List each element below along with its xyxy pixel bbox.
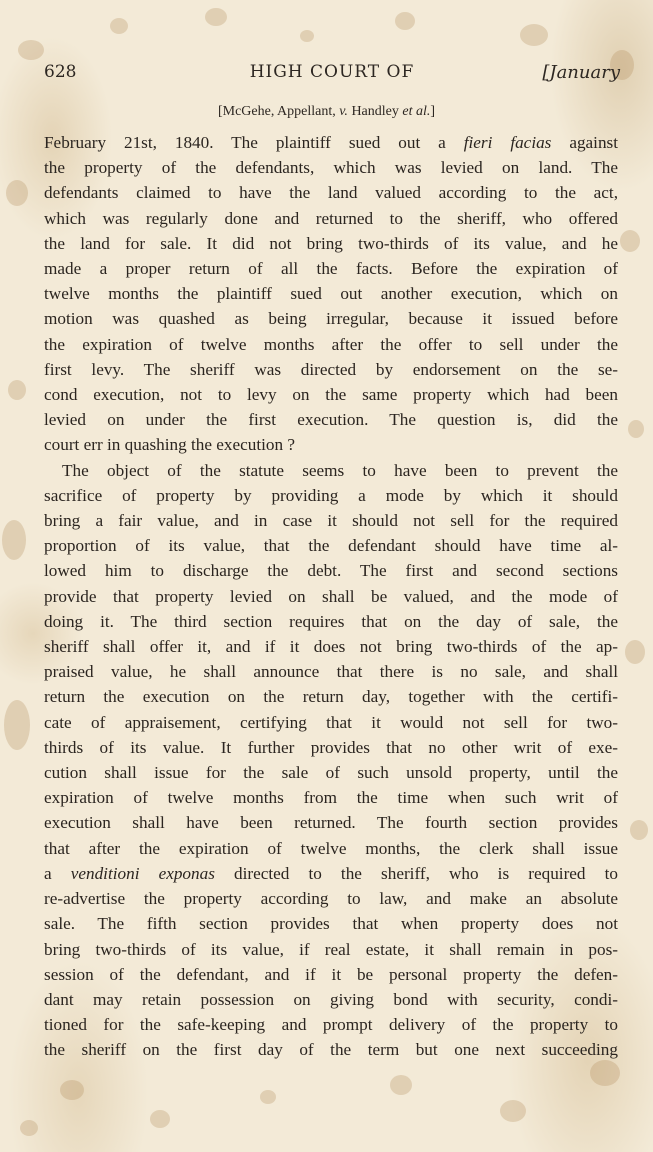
- text-line: cond execution, not to levy on the same property which had been: [44, 385, 618, 405]
- text-line: levied on under the first execution. The question is, did the: [44, 410, 618, 430]
- text-line: The object of the statute seems to have been to prevent the: [62, 460, 618, 480]
- text-line: cution shall issue for the sale of such unsold property, until the: [44, 763, 618, 783]
- page-header: [44, 62, 620, 90]
- text-line: expiration of twelve months from the time when such writ of: [44, 788, 618, 808]
- text-line: court err in quashing the execution ?: [44, 435, 296, 455]
- text-line: sacrifice of property by providing a mode by which it should: [44, 485, 618, 505]
- caption-et-al: et al.: [402, 104, 431, 119]
- caption-versus: v.: [339, 104, 348, 119]
- text-line: sheriff shall offer it, and if it does not bring two-thirds of the ap-: [44, 637, 618, 657]
- text-line: bring a fair value, and in case it should not sell for the required: [44, 511, 618, 531]
- text-segment: a: [44, 863, 71, 883]
- text-line: lowed him to discharge the debt. The first and second sections: [44, 561, 618, 581]
- running-head: HIGH COURT OF: [249, 62, 415, 82]
- caption-open: [McGehe, Appellant,: [217, 104, 340, 119]
- text-line: twelve months the plaintiff sued out another execution, which on: [44, 284, 618, 304]
- text-line: re-advertise the property according to law, and make an absolute: [44, 889, 618, 909]
- paragraph-2: [44, 458, 618, 1063]
- text-line: tioned for the safe-keeping and prompt delivery of the property to: [44, 1015, 618, 1035]
- text-line: doing it. The third section requires that on the day of sale, the: [44, 611, 618, 631]
- running-head-month: [January: [542, 62, 620, 83]
- text-line: bring two-thirds of its value, if real estate, it shall remain in pos-: [44, 939, 618, 959]
- text-line: execution shall have been returned. The fourth section provides: [44, 813, 618, 833]
- text-line: motion was quashed as being irregular, because it issued before: [44, 309, 618, 329]
- text-line: [44, 130, 618, 155]
- text-line: [44, 861, 618, 886]
- text-line: return the execution on the return day, together with the certifi-: [44, 687, 618, 707]
- text-line: thirds of its value. It further provides that no other writ of exe-: [44, 737, 618, 757]
- text-line: session of the defendant, and if it be personal property the defen-: [44, 964, 618, 984]
- text-line: proportion of its value, that the defendant should have time al-: [44, 536, 618, 556]
- text-line: sale. The fifth section provides that when property does not: [44, 914, 618, 934]
- text-line: made a proper return of all the facts. Before the expiration of: [44, 259, 618, 279]
- text-segment: directed to the sheriff, who is required to: [214, 863, 618, 883]
- opinion-text: [44, 130, 618, 1063]
- text-line: provide that property levied on shall be valued, and the mode of: [44, 586, 618, 606]
- paragraph-1: [44, 130, 618, 458]
- italic-term: venditioni exponas: [70, 863, 215, 883]
- page-number: 628: [44, 62, 77, 82]
- text-line: first levy. The sheriff was directed by endorsement on the se-: [44, 359, 618, 379]
- text-line: the property of the defendants, which was levied on land. The: [44, 158, 618, 178]
- caption-close: ]: [430, 104, 436, 119]
- text-line: dant may retain possession on giving bond with security, condi-: [44, 989, 618, 1009]
- case-caption: [0, 104, 653, 120]
- text-line: that after the expiration of twelve months, the clerk shall issue: [44, 838, 618, 858]
- text-line: the sheriff on the first day of the term but one next succeeding: [44, 1040, 618, 1060]
- text-segment: against: [551, 133, 618, 152]
- text-line: cate of appraisement, certifying that it would not sell for two-: [44, 712, 618, 732]
- text-line: the expiration of twelve months after the offer to sell under the: [44, 334, 618, 354]
- text-line: which was regularly done and returned to the sheriff, who offered: [44, 208, 618, 228]
- caption-party: Handley: [347, 104, 403, 119]
- italic-term: fieri facias: [463, 133, 552, 152]
- text-line: the land for sale. It did not bring two-thirds of its value, and he: [44, 233, 618, 253]
- text-segment: February 21st, 1840. The plaintiff sued out a: [44, 133, 464, 152]
- text-line: defendants claimed to have the land valued according to the act,: [44, 183, 618, 203]
- text-line: praised value, he shall announce that there is no sale, and shall: [44, 662, 618, 682]
